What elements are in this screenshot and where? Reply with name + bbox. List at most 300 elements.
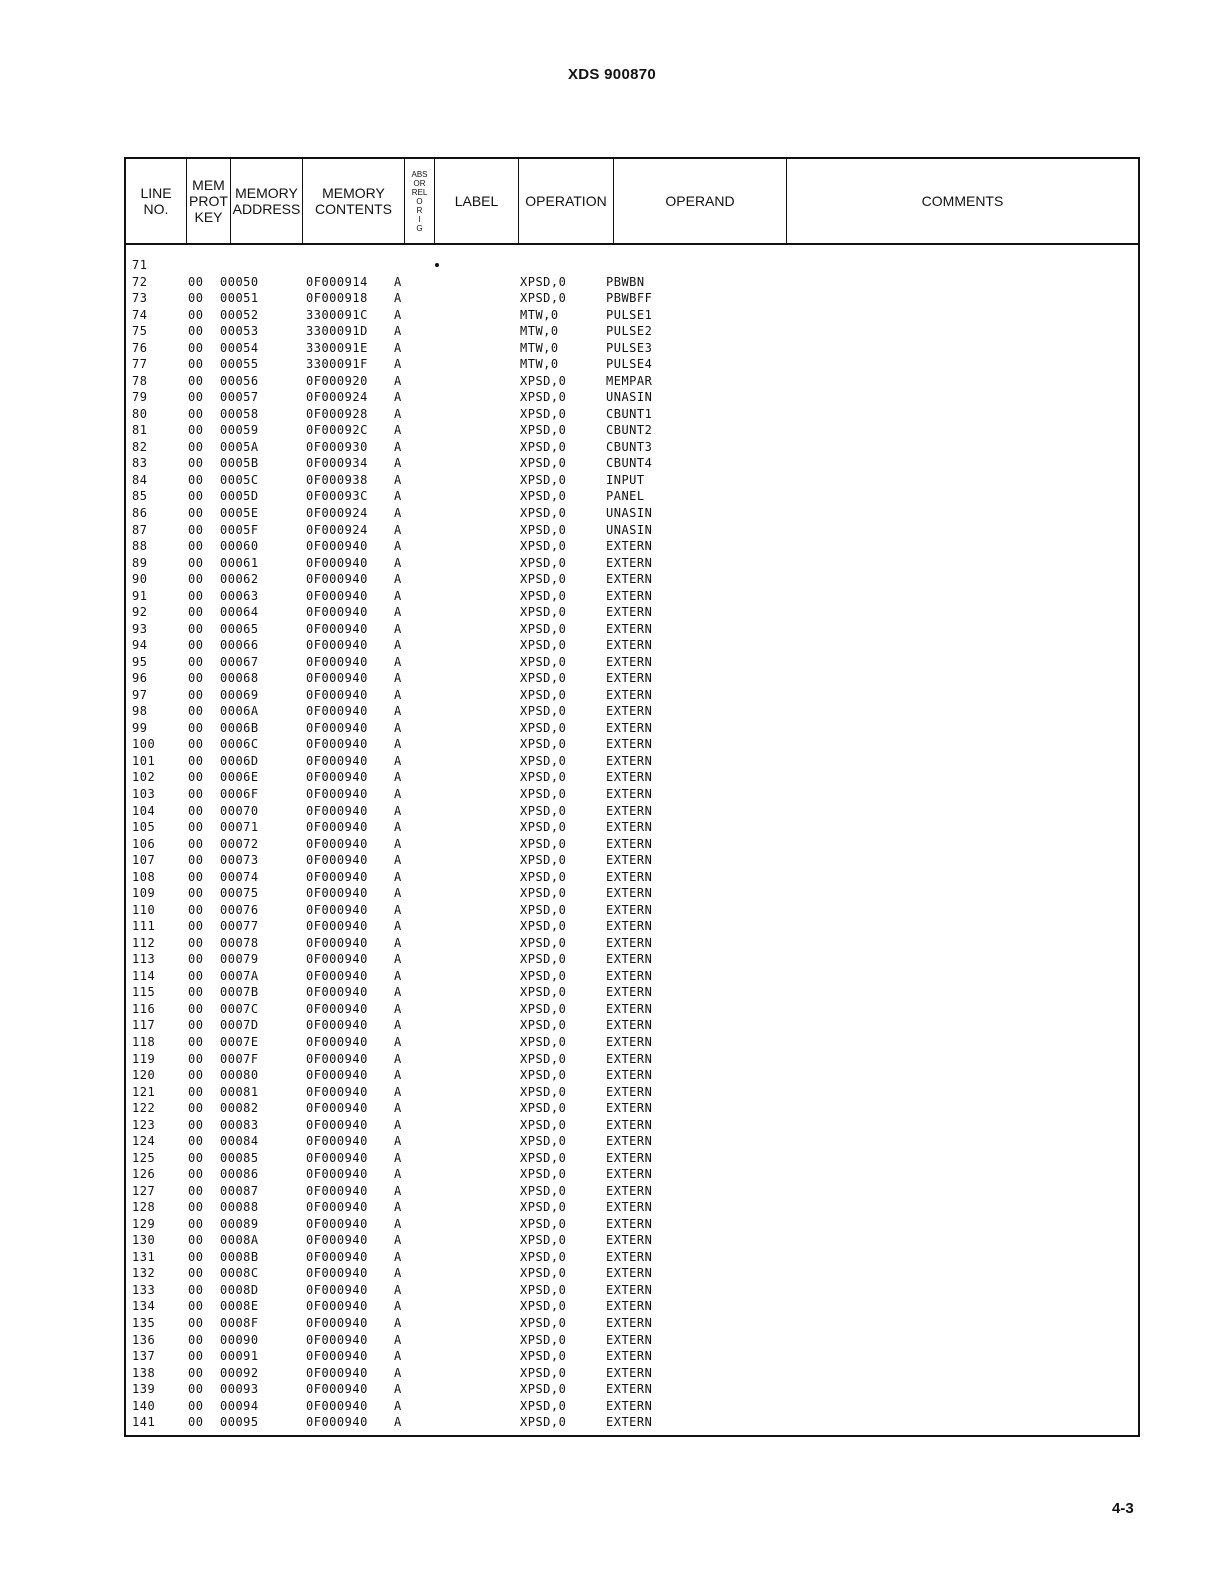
memory-address: 00057: [220, 390, 259, 405]
operand: UNASIN: [606, 390, 653, 405]
operand: CBUNT1: [606, 406, 653, 421]
operand: EXTERN: [606, 1365, 653, 1380]
relocation-flag: A: [394, 274, 402, 289]
memory-contents: 3300091F: [306, 357, 368, 372]
relocation-flag: A: [394, 654, 402, 669]
memory-contents: 0F000940: [306, 588, 368, 603]
memory-contents: 0F000940: [306, 1200, 368, 1215]
table-row: [126, 1133, 1138, 1150]
table-row: [126, 1315, 1138, 1332]
line-number: 105: [132, 820, 156, 835]
line-number: 81: [132, 423, 148, 438]
memory-contents: 0F000934: [306, 456, 368, 471]
operation: XPSD,0: [520, 1332, 567, 1347]
operand: EXTERN: [606, 1200, 653, 1215]
table-row: [126, 588, 1138, 605]
relocation-flag: A: [394, 1282, 402, 1297]
protection-key: 00: [188, 902, 204, 917]
relocation-flag: A: [394, 985, 402, 1000]
memory-contents: 0F000940: [306, 555, 368, 570]
operand: EXTERN: [606, 919, 653, 934]
memory-address: 00081: [220, 1084, 259, 1099]
protection-key: 00: [188, 274, 204, 289]
operation: XPSD,0: [520, 919, 567, 934]
line-number: 133: [132, 1282, 156, 1297]
operation: XPSD,0: [520, 1415, 567, 1430]
operation: XPSD,0: [520, 704, 567, 719]
header-operation: [519, 159, 614, 243]
memory-address: 00084: [220, 1134, 259, 1149]
table-row: [126, 604, 1138, 621]
memory-address: 0007E: [220, 1034, 259, 1049]
table-row: [126, 1381, 1138, 1398]
relocation-flag: A: [394, 1183, 402, 1198]
table-row: [126, 819, 1138, 836]
memory-address: 0006E: [220, 770, 259, 785]
operation: XPSD,0: [520, 1134, 567, 1149]
operation: XPSD,0: [520, 787, 567, 801]
memory-contents: 0F000940: [306, 1084, 368, 1099]
memory-address: 00089: [220, 1216, 259, 1231]
operation: XPSD,0: [520, 489, 567, 504]
operand: EXTERN: [606, 638, 653, 653]
operand: EXTERN: [606, 1316, 653, 1330]
protection-key: 00: [188, 770, 204, 785]
line-number: 119: [132, 1051, 156, 1066]
table-row: [126, 1051, 1138, 1068]
relocation-flag: A: [394, 489, 402, 504]
operand: EXTERN: [606, 803, 653, 818]
memory-address: 00062: [220, 572, 259, 587]
relocation-flag: A: [394, 671, 402, 686]
table-row: [126, 1216, 1138, 1233]
protection-key: 00: [188, 720, 204, 735]
memory-contents: 0F000940: [306, 671, 368, 686]
memory-contents: 0F000940: [306, 1349, 368, 1364]
memory-contents: 0F000940: [306, 820, 368, 835]
listing-rows: [126, 257, 1138, 1431]
operation: XPSD,0: [520, 1299, 567, 1314]
memory-address: 0005C: [220, 472, 259, 487]
protection-key: 00: [188, 1018, 204, 1033]
memory-address: 00078: [220, 935, 259, 950]
table-row: [126, 753, 1138, 770]
protection-key: 00: [188, 489, 204, 504]
operand: EXTERN: [606, 968, 653, 983]
protection-key: 00: [188, 919, 204, 934]
protection-key: 00: [188, 1051, 204, 1066]
line-number: 123: [132, 1117, 156, 1132]
memory-address: 0006C: [220, 737, 259, 752]
table-row: [126, 373, 1138, 390]
relocation-flag: A: [394, 1150, 402, 1165]
table-row: [126, 1017, 1138, 1034]
operand: EXTERN: [606, 1101, 653, 1116]
operation: XPSD,0: [520, 1068, 567, 1083]
line-number: 80: [132, 406, 148, 421]
table-row: [126, 389, 1138, 406]
table-row: [126, 1365, 1138, 1382]
operand: EXTERN: [606, 1051, 653, 1066]
memory-address: 00073: [220, 853, 259, 868]
operation: XPSD,0: [520, 836, 567, 851]
table-row: [126, 736, 1138, 753]
operand: EXTERN: [606, 853, 653, 868]
relocation-flag: A: [394, 456, 402, 471]
header-label: [435, 159, 519, 243]
protection-key: 00: [188, 737, 204, 752]
table-row: [126, 687, 1138, 704]
protection-key: 00: [188, 803, 204, 818]
operation: XPSD,0: [520, 1316, 567, 1330]
line-number: 75: [132, 324, 148, 339]
operand: EXTERN: [606, 869, 653, 884]
operand: UNASIN: [606, 522, 653, 537]
operation: XPSD,0: [520, 853, 567, 868]
memory-contents: 0F000940: [306, 1249, 368, 1264]
operand: EXTERN: [606, 1150, 653, 1165]
line-number: 130: [132, 1233, 156, 1248]
operand: EXTERN: [606, 1398, 653, 1413]
protection-key: 00: [188, 1349, 204, 1364]
operation: XPSD,0: [520, 1084, 567, 1099]
table-row: [126, 439, 1138, 456]
relocation-flag: A: [394, 1398, 402, 1413]
operation: MTW,0: [520, 340, 559, 355]
operation: XPSD,0: [520, 902, 567, 917]
operation: XPSD,0: [520, 572, 567, 587]
protection-key: 00: [188, 291, 204, 306]
relocation-flag: A: [394, 1117, 402, 1132]
relocation-flag: A: [394, 1316, 402, 1330]
protection-key: 00: [188, 505, 204, 520]
memory-address: 00059: [220, 423, 259, 438]
operand: EXTERN: [606, 1249, 653, 1264]
line-number: 134: [132, 1299, 156, 1314]
line-number: 96: [132, 671, 148, 686]
relocation-flag: A: [394, 1051, 402, 1066]
operation: XPSD,0: [520, 753, 567, 768]
relocation-flag: A: [394, 472, 402, 487]
line-number: 107: [132, 853, 156, 868]
memory-contents: 0F000940: [306, 985, 368, 1000]
table-row: [126, 984, 1138, 1001]
memory-address: 00065: [220, 621, 259, 636]
protection-key: 00: [188, 340, 204, 355]
protection-key: 00: [188, 539, 204, 554]
line-number: 111: [132, 919, 156, 934]
line-number: 127: [132, 1183, 156, 1198]
operand: EXTERN: [606, 1216, 653, 1231]
relocation-flag: A: [394, 555, 402, 570]
memory-contents: 0F000938: [306, 472, 368, 487]
memory-address: 00086: [220, 1167, 259, 1182]
memory-address: 00094: [220, 1398, 259, 1413]
table-row: [126, 1265, 1138, 1282]
operation: XPSD,0: [520, 952, 567, 967]
memory-contents: 0F000940: [306, 1332, 368, 1347]
line-number: 138: [132, 1365, 156, 1380]
line-number: 92: [132, 605, 148, 620]
memory-address: 00061: [220, 555, 259, 570]
line-number: 141: [132, 1415, 156, 1430]
relocation-flag: A: [394, 1200, 402, 1215]
table-row: [126, 836, 1138, 853]
relocation-flag: A: [394, 853, 402, 868]
memory-address: 0006F: [220, 787, 259, 801]
header-text: KEY: [194, 209, 223, 225]
memory-contents: 0F000940: [306, 935, 368, 950]
operation: XPSD,0: [520, 1282, 567, 1297]
line-number: 140: [132, 1398, 156, 1413]
line-number: 101: [132, 753, 156, 768]
operand: EXTERN: [606, 720, 653, 735]
header-text: I: [418, 214, 421, 224]
table-row: [126, 1166, 1138, 1183]
operand: EXTERN: [606, 654, 653, 669]
table-row: [126, 654, 1138, 671]
memory-contents: 0F000924: [306, 390, 368, 405]
protection-key: 00: [188, 638, 204, 653]
memory-contents: 0F000920: [306, 373, 368, 388]
relocation-flag: A: [394, 1382, 402, 1397]
memory-address: 00075: [220, 886, 259, 901]
operand: EXTERN: [606, 588, 653, 603]
header-text: PROT: [189, 193, 228, 209]
memory-contents: 0F000940: [306, 539, 368, 554]
table-row: [126, 522, 1138, 539]
operation: XPSD,0: [520, 1051, 567, 1066]
operation: XPSD,0: [520, 1382, 567, 1397]
memory-contents: 0F000940: [306, 605, 368, 620]
operation: XPSD,0: [520, 1101, 567, 1116]
memory-address: 0007D: [220, 1018, 259, 1033]
protection-key: 00: [188, 423, 204, 438]
line-number: 87: [132, 522, 148, 537]
protection-key: 00: [188, 935, 204, 950]
operation: XPSD,0: [520, 539, 567, 554]
operation: XPSD,0: [520, 522, 567, 537]
memory-contents: 0F000940: [306, 919, 368, 934]
relocation-flag: A: [394, 1415, 402, 1430]
protection-key: 00: [188, 1134, 204, 1149]
line-number: 72: [132, 274, 148, 289]
protection-key: 00: [188, 671, 204, 686]
protection-key: 00: [188, 820, 204, 835]
protection-key: 00: [188, 307, 204, 322]
table-row: [126, 902, 1138, 919]
relocation-flag: A: [394, 803, 402, 818]
protection-key: 00: [188, 1266, 204, 1281]
memory-address: 0008C: [220, 1266, 259, 1281]
memory-contents: 0F000940: [306, 638, 368, 653]
memory-contents: 0F000940: [306, 787, 368, 801]
operand: PANEL: [606, 489, 645, 504]
operation: XPSD,0: [520, 605, 567, 620]
operation: XPSD,0: [520, 869, 567, 884]
operation: XPSD,0: [520, 820, 567, 835]
table-row: [126, 803, 1138, 820]
protection-key: 00: [188, 753, 204, 768]
relocation-flag: A: [394, 1349, 402, 1364]
operand: EXTERN: [606, 1332, 653, 1347]
memory-address: 0005A: [220, 439, 259, 454]
operand: EXTERN: [606, 704, 653, 719]
protection-key: 00: [188, 869, 204, 884]
operation: XPSD,0: [520, 1150, 567, 1165]
memory-contents: 0F000924: [306, 505, 368, 520]
memory-contents: 3300091E: [306, 340, 368, 355]
header-text: MEMORY: [235, 185, 298, 201]
relocation-flag: A: [394, 291, 402, 306]
memory-contents: 0F000940: [306, 1299, 368, 1314]
header-text: LINE: [140, 185, 172, 201]
operand: CBUNT2: [606, 423, 653, 438]
operation: XPSD,0: [520, 1249, 567, 1264]
protection-key: 00: [188, 1332, 204, 1347]
memory-address: 0006B: [220, 720, 259, 735]
table-row: [126, 1348, 1138, 1365]
header-operand: [614, 159, 787, 243]
memory-address: 00064: [220, 605, 259, 620]
memory-address: 00060: [220, 539, 259, 554]
memory-address: 00085: [220, 1150, 259, 1165]
memory-contents: 0F000940: [306, 886, 368, 901]
table-row: [126, 968, 1138, 985]
header-text: COMMENTS: [921, 193, 1004, 209]
table-row: [126, 852, 1138, 869]
protection-key: 00: [188, 1398, 204, 1413]
header-text: MEM: [192, 177, 225, 193]
memory-contents: 0F000940: [306, 654, 368, 669]
line-number: 115: [132, 985, 156, 1000]
memory-address: 00087: [220, 1183, 259, 1198]
memory-contents: 3300091D: [306, 324, 368, 339]
protection-key: 00: [188, 1001, 204, 1016]
table-row: [126, 472, 1138, 489]
operation: XPSD,0: [520, 1001, 567, 1016]
line-number: 131: [132, 1249, 156, 1264]
memory-address: 00082: [220, 1101, 259, 1116]
operation: XPSD,0: [520, 671, 567, 686]
relocation-flag: A: [394, 505, 402, 520]
relocation-flag: A: [394, 621, 402, 636]
line-number: 113: [132, 952, 156, 967]
header-line-no: [126, 159, 187, 243]
operand: PULSE2: [606, 324, 653, 339]
header-text: NO.: [143, 201, 169, 217]
operand: EXTERN: [606, 1415, 653, 1430]
memory-contents: 0F000918: [306, 291, 368, 306]
relocation-flag: A: [394, 1216, 402, 1231]
memory-contents: 0F00093C: [306, 489, 368, 504]
memory-contents: 0F000940: [306, 968, 368, 983]
table-row: [126, 769, 1138, 786]
memory-contents: 0F000940: [306, 952, 368, 967]
memory-address: 0005D: [220, 489, 259, 504]
protection-key: 00: [188, 373, 204, 388]
relocation-flag: A: [394, 1167, 402, 1182]
table-row: [126, 571, 1138, 588]
relocation-flag: A: [394, 737, 402, 752]
memory-address: 0005B: [220, 456, 259, 471]
protection-key: 00: [188, 687, 204, 702]
listing-table: [124, 157, 1140, 1437]
table-row: [126, 455, 1138, 472]
protection-key: 00: [188, 1282, 204, 1297]
line-number: 86: [132, 505, 148, 520]
memory-address: 00088: [220, 1200, 259, 1215]
line-number: 129: [132, 1216, 156, 1231]
memory-contents: 0F000940: [306, 1398, 368, 1413]
table-row: [126, 951, 1138, 968]
table-row: [126, 538, 1138, 555]
relocation-flag: A: [394, 1084, 402, 1099]
operand: EXTERN: [606, 820, 653, 835]
table-row: [126, 1117, 1138, 1134]
memory-contents: 0F000940: [306, 621, 368, 636]
relocation-flag: A: [394, 1266, 402, 1281]
protection-key: 00: [188, 1084, 204, 1099]
relocation-flag: A: [394, 952, 402, 967]
relocation-flag: A: [394, 1001, 402, 1016]
relocation-flag: A: [394, 787, 402, 801]
memory-address: 0005E: [220, 505, 259, 520]
relocation-flag: A: [394, 968, 402, 983]
relocation-flag: A: [394, 390, 402, 405]
relocation-flag: A: [394, 1332, 402, 1347]
operand: EXTERN: [606, 1167, 653, 1182]
header-text: OPERATION: [525, 193, 607, 209]
memory-contents: 0F000940: [306, 770, 368, 785]
operand: EXTERN: [606, 1233, 653, 1248]
table-row: [126, 869, 1138, 886]
protection-key: 00: [188, 952, 204, 967]
table-row: [126, 670, 1138, 687]
memory-contents: 0F000940: [306, 737, 368, 752]
relocation-flag: A: [394, 687, 402, 702]
operand: EXTERN: [606, 1349, 653, 1364]
relocation-flag: A: [394, 307, 402, 322]
operand: EXTERN: [606, 1382, 653, 1397]
operation: XPSD,0: [520, 588, 567, 603]
memory-address: 00056: [220, 373, 259, 388]
table-row: [126, 720, 1138, 737]
line-number: 76: [132, 340, 148, 355]
line-number: 99: [132, 720, 148, 735]
memory-contents: 0F000940: [306, 1266, 368, 1281]
line-number: 112: [132, 935, 156, 950]
table-row: [126, 1398, 1138, 1415]
operand: PBWBFF: [606, 291, 653, 306]
table-row: [126, 935, 1138, 952]
protection-key: 00: [188, 324, 204, 339]
relocation-flag: A: [394, 605, 402, 620]
memory-address: 0006D: [220, 753, 259, 768]
memory-address: 00051: [220, 291, 259, 306]
operand: EXTERN: [606, 770, 653, 785]
memory-address: 00076: [220, 902, 259, 917]
operation: XPSD,0: [520, 472, 567, 487]
memory-address: 0006A: [220, 704, 259, 719]
line-number: 136: [132, 1332, 156, 1347]
operation: XPSD,0: [520, 1117, 567, 1132]
memory-contents: 0F000940: [306, 753, 368, 768]
relocation-flag: A: [394, 406, 402, 421]
header-text: ADDRESS: [232, 201, 301, 217]
memory-address: 00083: [220, 1117, 259, 1132]
operand: PULSE4: [606, 357, 653, 372]
